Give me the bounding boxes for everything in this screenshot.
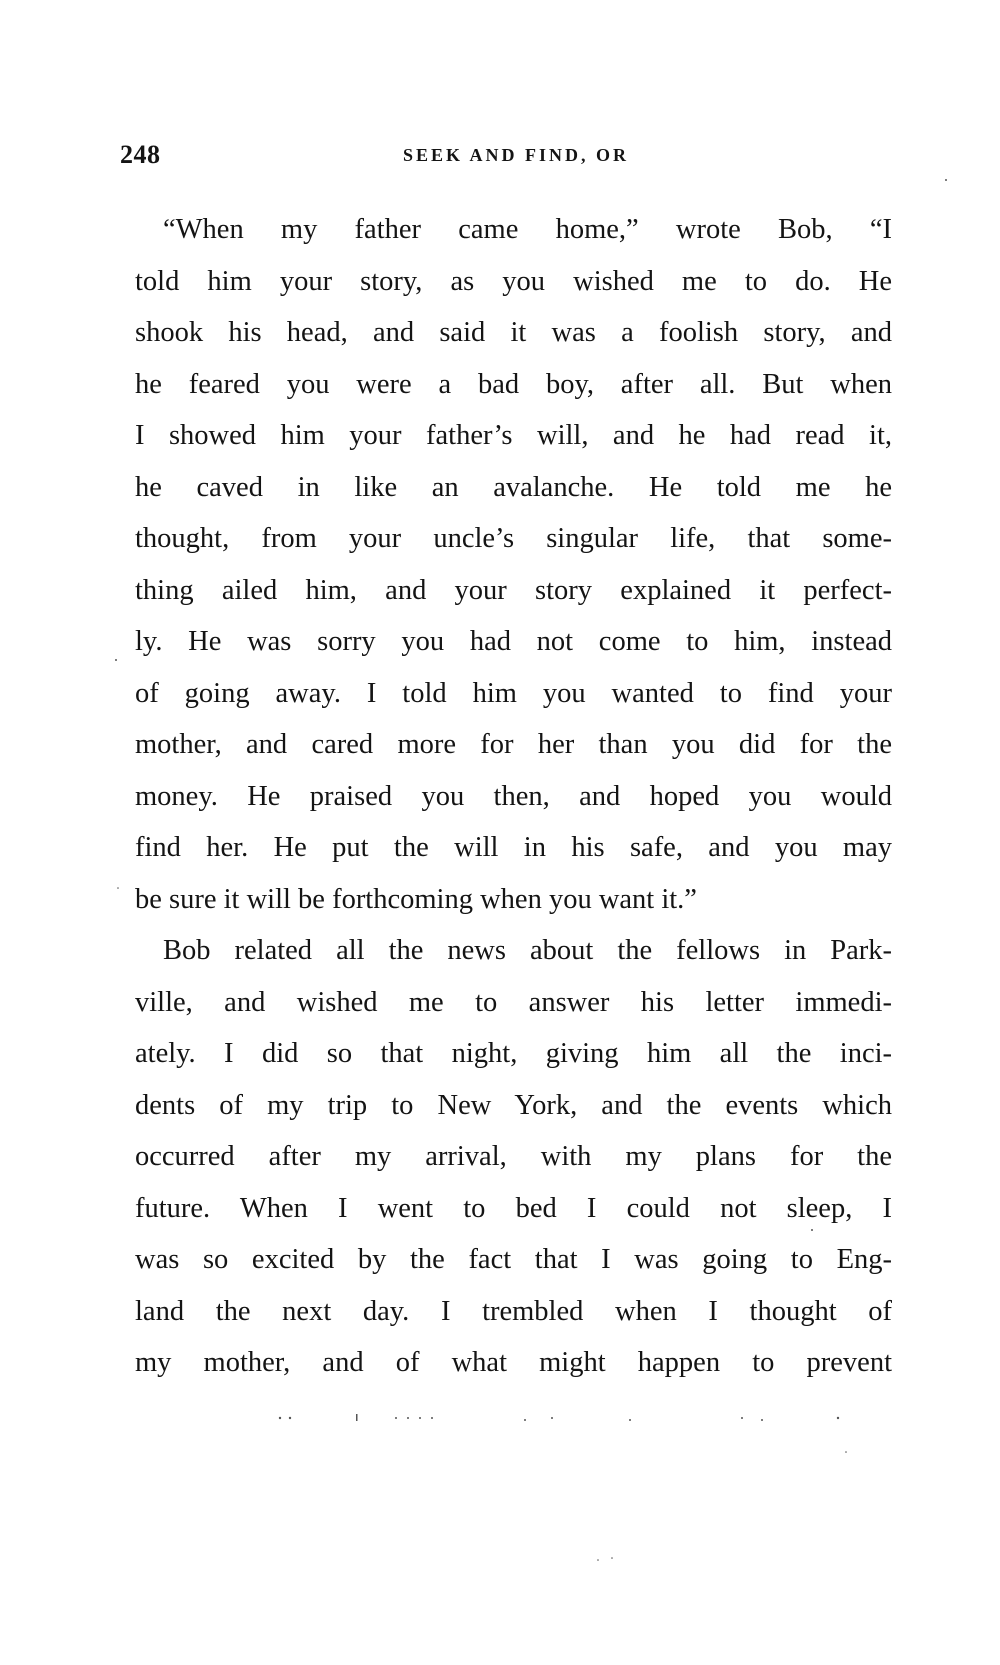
running-head: SEEK AND FIND, OR (402, 145, 630, 165)
text-line: was so excited by the fact that I was going to Eng- (135, 1244, 892, 1275)
page-header (120, 140, 892, 180)
text-line: of going away. I told him you wanted to find your (135, 677, 892, 709)
text-line: thought, from your uncle’s singular life, that some- (135, 523, 892, 554)
text-line: ately. I did so that night, giving him all the inci- (135, 1038, 892, 1069)
text-line: told him your story, as you wished me to do. He (135, 265, 892, 297)
paragraph (135, 931, 892, 1395)
text-line: my mother, and of what might happen to prevent (135, 1347, 892, 1378)
paragraph (135, 210, 892, 931)
text-line: he feared you were a bad boy, after all. But when (135, 368, 892, 400)
text-line: mother, and cared more for her than you did for the (135, 729, 892, 760)
text-line: “When my father came home,” wrote Bob, “I (163, 214, 892, 245)
text-line: I showed him your father’s will, and he had read it, (135, 420, 892, 451)
page-number: 248 (120, 140, 161, 169)
text-line: future. When I went to bed I could not sleep, I (135, 1192, 892, 1224)
text-line: dents of my trip to New York, and the events which (135, 1089, 892, 1121)
text-line: thing ailed him, and your story explained it perfect- (135, 574, 892, 606)
text-line: be sure it will be forthcoming when you want it.” (135, 883, 697, 915)
text-line: money. He praised you then, and hoped you would (135, 780, 892, 812)
text-line: find her. He put the will in his safe, and you may (135, 832, 892, 863)
text-line: ville, and wished me to answer his letter immedi- (135, 986, 892, 1018)
text-line: occurred after my arrival, with my plans for the (135, 1141, 892, 1172)
text-line: he caved in like an avalanche. He told me he (135, 471, 892, 503)
text-line: shook his head, and said it was a foolish story, and (135, 317, 892, 348)
body-text (135, 210, 892, 1395)
text-line: ly. He was sorry you had not come to him, instead (135, 626, 892, 657)
text-line: Bob related all the news about the fellows in Park- (163, 935, 892, 966)
text-line: land the next day. I trembled when I thought of (135, 1295, 892, 1327)
